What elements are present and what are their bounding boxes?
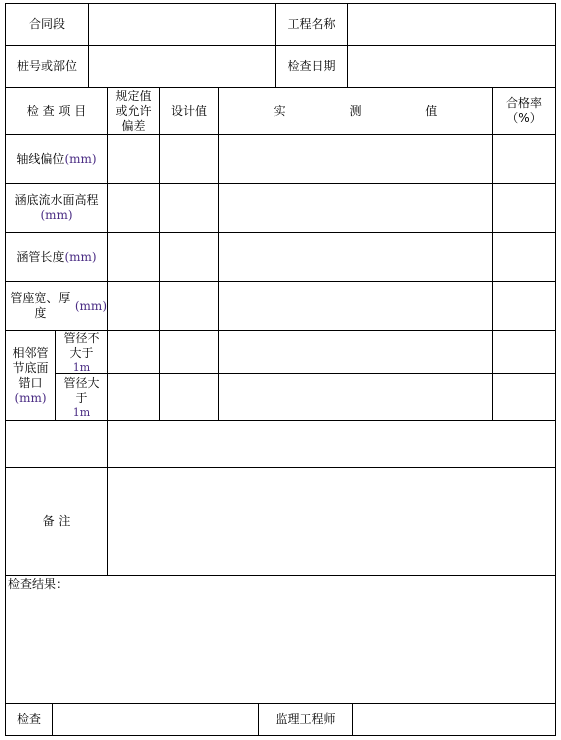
- row-divider: [55, 373, 556, 374]
- row-label-unit: (mm): [64, 249, 97, 264]
- station-label: 桩号或部位: [16, 59, 77, 73]
- row-label-pipe-length: [6, 233, 107, 281]
- row-label-bedding-size: [6, 282, 107, 330]
- row-divider: [5, 575, 556, 576]
- row-label-text: 轴线偏位: [16, 151, 65, 166]
- remarks-label: 备 注: [42, 514, 71, 528]
- row-label-unit: (mm): [14, 390, 47, 405]
- row-label-text: 涵底流水面高程: [14, 193, 99, 207]
- row-label-invert-elevation: [6, 184, 107, 232]
- col-divider: [492, 87, 493, 421]
- inspector-field[interactable]: [53, 704, 258, 735]
- row-label-unit: (mm): [64, 151, 97, 166]
- col-divider: [218, 87, 219, 421]
- supervisor-label: 监理工程师: [275, 712, 336, 726]
- remarks-field[interactable]: [108, 468, 555, 575]
- column-header-tolerance: 规定值或允许偏差: [115, 88, 152, 133]
- inspection-result-field[interactable]: [6, 594, 555, 702]
- column-header-item: 检 查 项 目: [26, 103, 87, 118]
- row-divider: [5, 420, 556, 421]
- project-name-label: 工程名称: [287, 17, 336, 31]
- column-header-pass-rate: [493, 88, 555, 134]
- row-label-joint-misalignment: [6, 331, 55, 420]
- project-name-field[interactable]: [348, 4, 555, 45]
- supervisor-field[interactable]: [353, 704, 555, 735]
- sub-label-text: 管径大于: [63, 375, 100, 405]
- contract-section-field[interactable]: [89, 4, 275, 45]
- station-field[interactable]: [89, 46, 275, 87]
- sub-label-value: 1m: [72, 405, 91, 419]
- inspector-label: 检查: [16, 712, 41, 726]
- row-label-unit: (mm): [74, 298, 107, 313]
- row-label-text: 管座宽、厚度: [10, 291, 71, 320]
- contract-section-label: 合同段: [28, 17, 65, 31]
- row-label-unit: (mm): [40, 208, 73, 222]
- inspection-date-label: 检查日期: [287, 59, 336, 73]
- column-header-measured-text: 实 测 值: [273, 103, 468, 118]
- column-header-design: 设计值: [170, 103, 207, 118]
- row-label-text: 涵管长度: [16, 249, 65, 264]
- sub-label-value: 1m: [72, 360, 91, 374]
- inspection-result-label: 检查结果：: [8, 577, 69, 591]
- col-divider: [159, 87, 160, 421]
- pass-rate-unit: （%）: [506, 111, 542, 125]
- row-label-text: 相邻管节底面错口: [12, 345, 49, 390]
- sub-label-diameter-large: [56, 374, 107, 420]
- column-header-measured: [219, 88, 492, 134]
- row-label-axis-offset: [6, 135, 107, 183]
- sub-label-text: 管径不大于: [63, 330, 100, 360]
- sub-label-diameter-small: [56, 331, 107, 373]
- inspection-date-field[interactable]: [348, 46, 555, 87]
- pass-rate-label: 合格率: [505, 96, 542, 110]
